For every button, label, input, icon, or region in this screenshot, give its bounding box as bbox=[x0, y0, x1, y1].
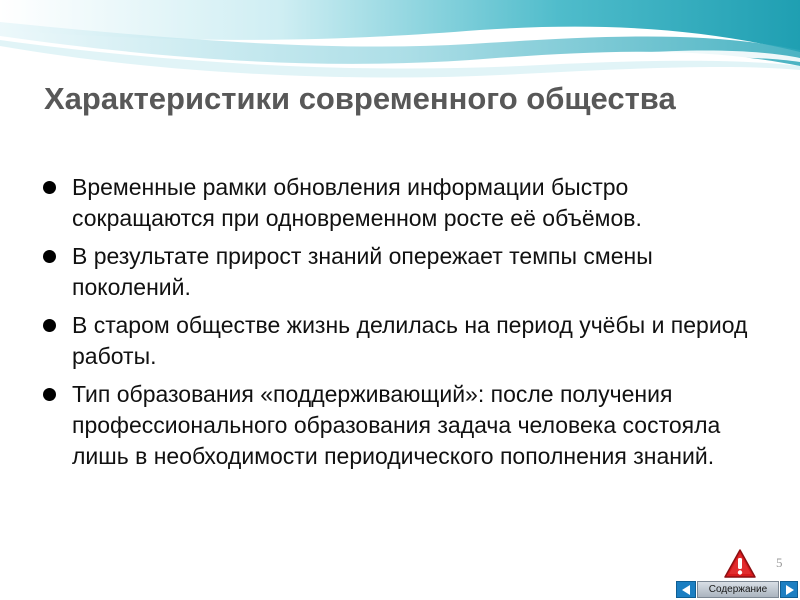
bullet-item bbox=[40, 310, 760, 372]
arrow-left-icon[interactable] bbox=[676, 581, 696, 598]
bullet-text: В результате прирост знаний опережает темпы смены поколений. bbox=[72, 243, 653, 300]
bullet-item bbox=[40, 241, 760, 303]
slide-title: Характеристики современного общества bbox=[44, 81, 676, 116]
arrow-right-icon[interactable] bbox=[780, 581, 798, 598]
bullet-text: В старом обществе жизнь делилась на период учёбы и период работы. bbox=[72, 312, 748, 369]
navigation-bar bbox=[676, 581, 798, 598]
bullet-dot-icon bbox=[43, 250, 56, 263]
bullet-dot-icon bbox=[43, 388, 56, 401]
bullet-dot-icon bbox=[43, 319, 56, 332]
bullet-item bbox=[40, 172, 760, 234]
bullet-item bbox=[40, 379, 760, 472]
bullet-list bbox=[40, 172, 760, 479]
page-number: 5 bbox=[776, 555, 783, 570]
bullet-text: Временные рамки обновления информации быстро сокращаются при одновременном росте её объёмов. bbox=[72, 174, 642, 231]
bullet-dot-icon bbox=[43, 181, 56, 194]
exclamation-triangle-icon[interactable] bbox=[723, 548, 757, 580]
contents-button[interactable]: Содержание bbox=[697, 581, 779, 598]
bullet-text: Тип образования «поддерживающий»: после получения профессионального образования задача человека состояла лишь в необходимости периодического пополнения знаний. bbox=[72, 381, 721, 469]
